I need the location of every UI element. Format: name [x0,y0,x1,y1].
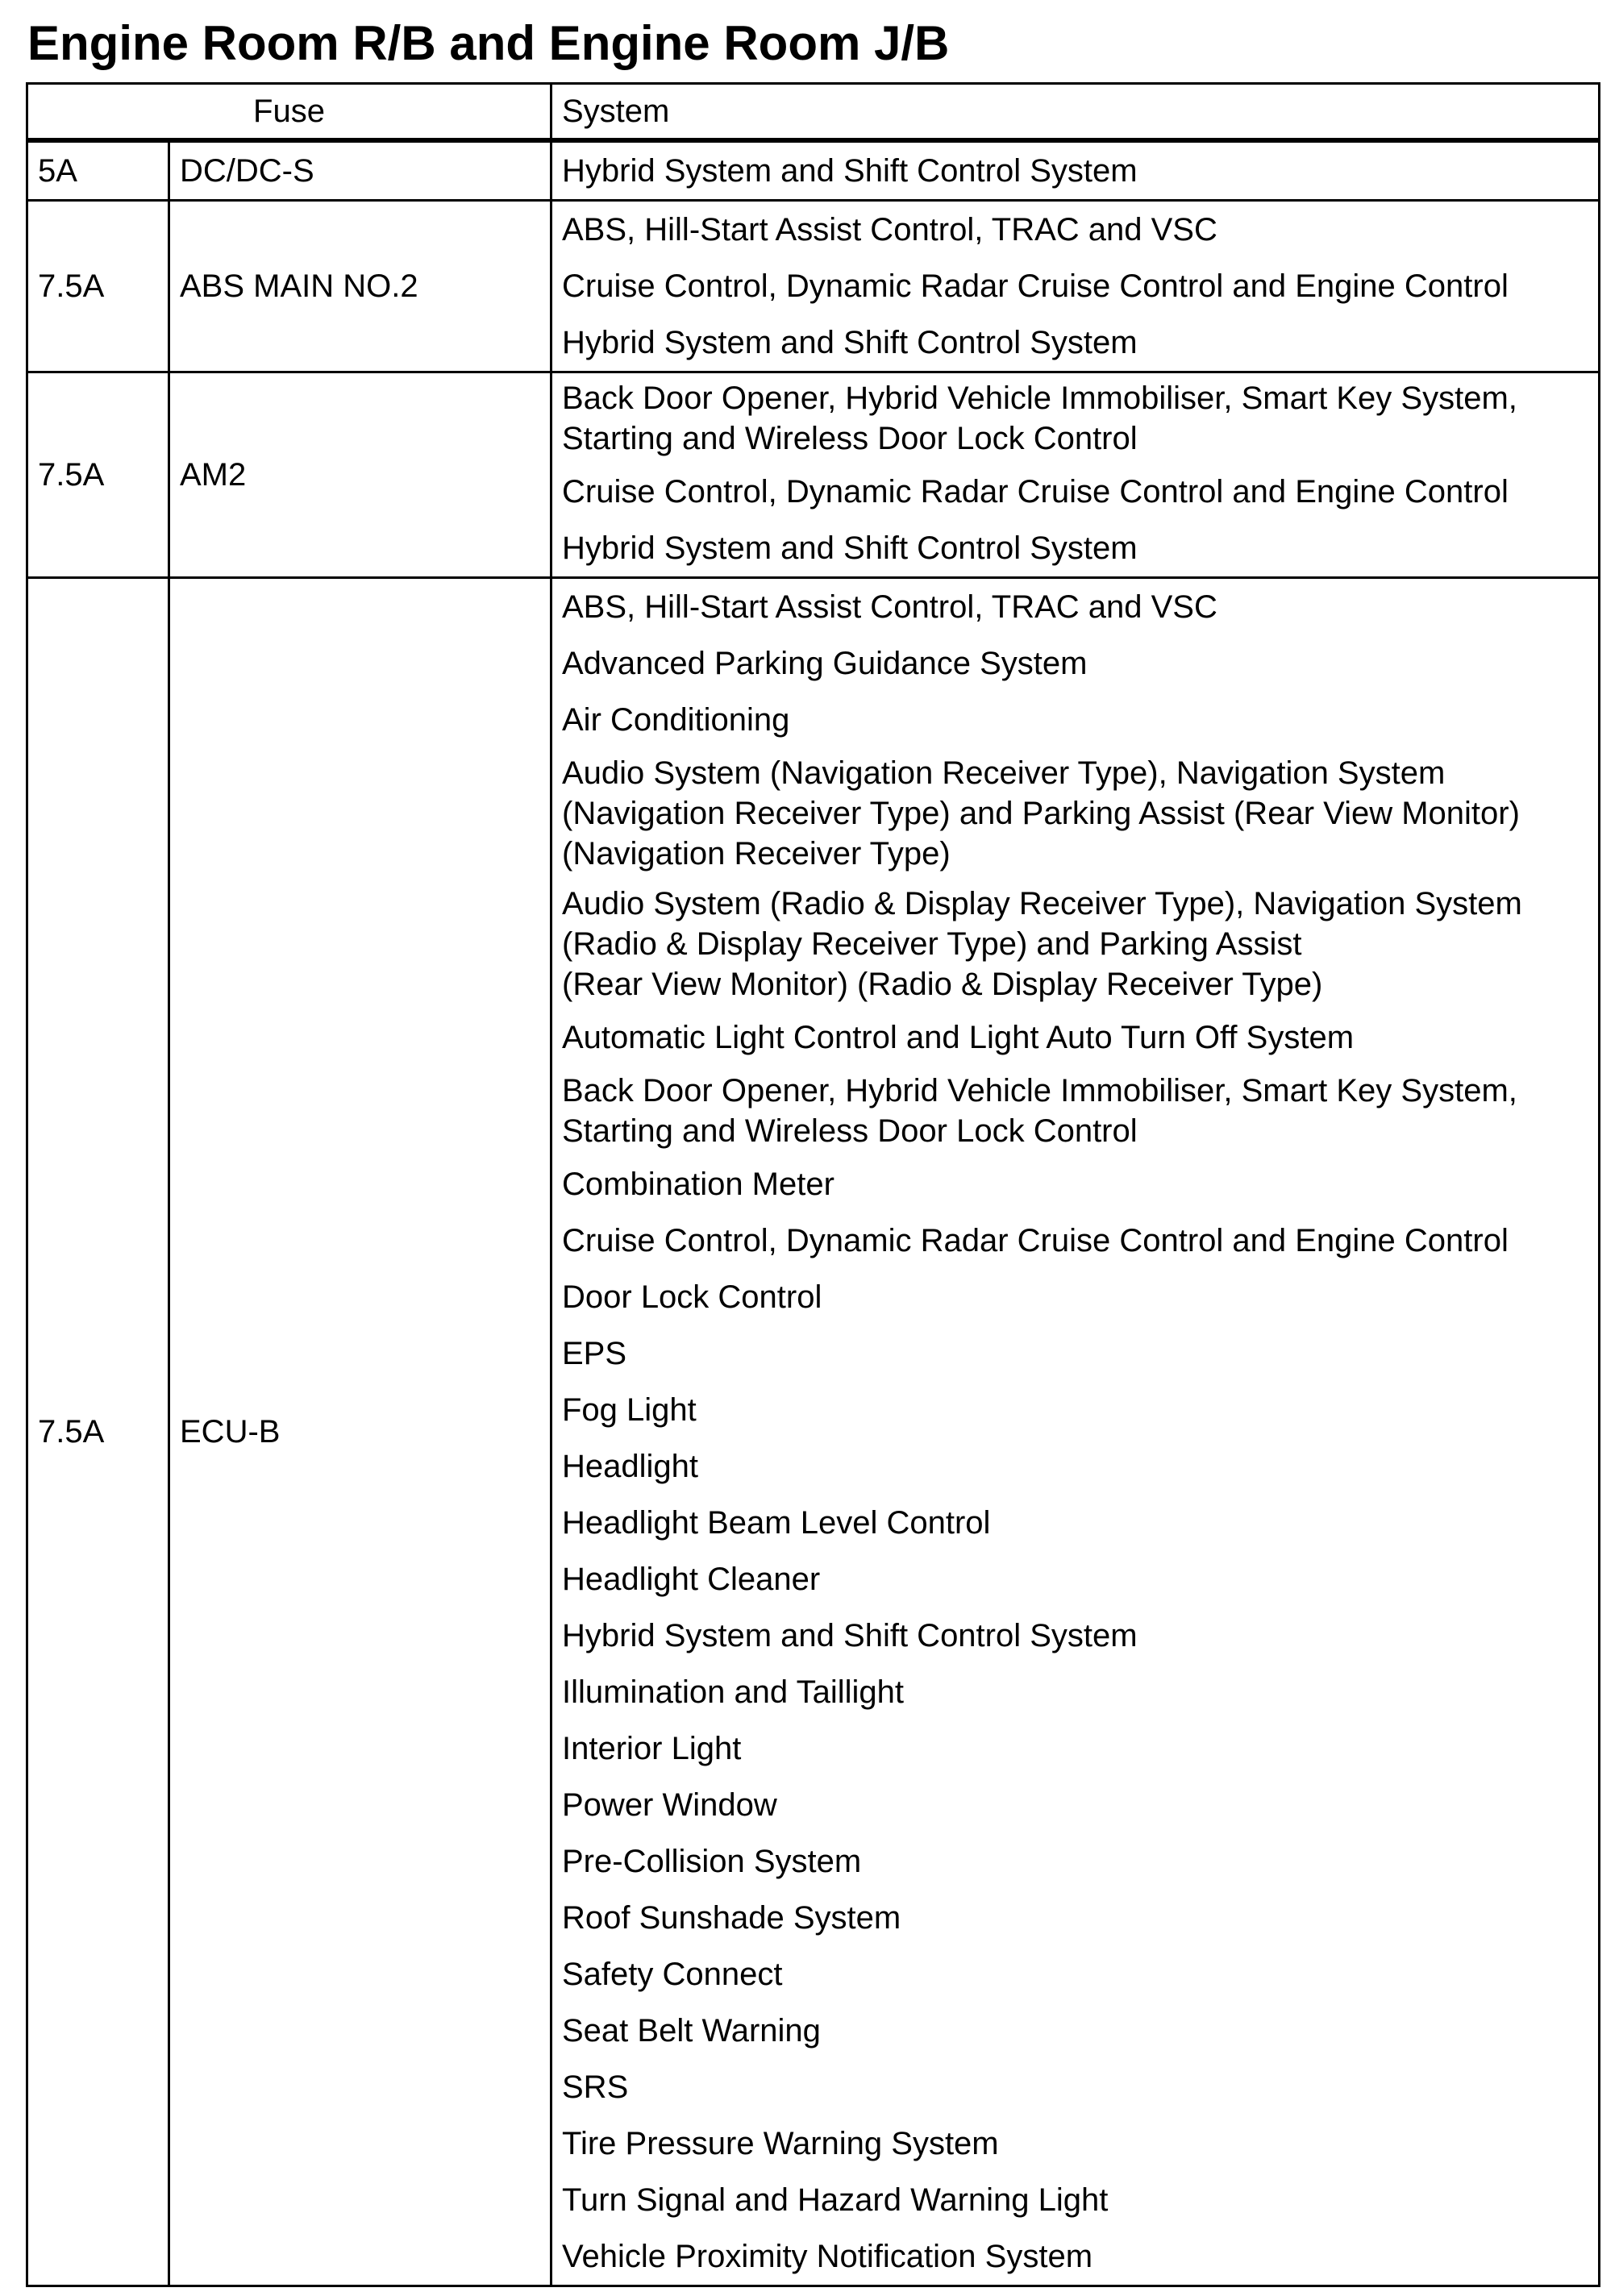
fuse-name-text: ABS MAIN NO.2 [180,268,418,304]
system-entry [552,1156,1598,1212]
system-entry-line: EPS [562,1335,627,1371]
system-entry [552,1777,1598,1833]
fuse-name-text: ECU-B [180,1413,281,1450]
table-row [27,372,1600,578]
system-entry-line: Power Window [562,1786,777,1823]
system-entry-line: ABS, Hill-Start Assist Control, TRAC and VSC [562,589,1217,625]
system-entry-line: Roof Sunshade System [562,1899,901,1936]
system-entry-line: Turn Signal and Hazard Warning Light [562,2182,1109,2218]
system-entry-line: Back Door Opener, Hybrid Vehicle Immobiliser, Smart Key System, [562,1073,1517,1108]
system-column-header: System [551,84,1600,141]
system-entry [552,464,1598,520]
table-header [27,84,1600,141]
fuse-amperage-text: 5A [38,152,77,189]
system-list-cell [551,578,1600,2286]
system-entry [552,2059,1598,2115]
system-entry [552,635,1598,692]
system-entry-text-block [562,1729,741,1769]
system-entry-line: (Rear View Monitor) (Radio & Display Receiver Type) [562,967,1323,1002]
system-entry-line: Hybrid System and Shift Control System [562,1617,1138,1653]
system-entry [552,143,1598,199]
system-entry-text-block [562,1504,990,1543]
system-entry-text-block [562,1334,626,1374]
system-entry-line: Automatic Light Control and Light Auto Turn Off System [562,1019,1355,1055]
header-row [27,84,1600,141]
fuse-column-header: Fuse [27,84,551,141]
system-entry-line: Hybrid System and Shift Control System [562,324,1138,360]
system-entry-text-block [562,2124,999,2164]
system-entry [552,1495,1598,1551]
system-entry-text-block [562,1165,834,1204]
fuse-name [169,372,551,578]
system-entry-line: Door Lock Control [562,1279,822,1315]
system-entry [552,1438,1598,1495]
system-entry-text-block [562,267,1509,306]
fuse-amperage [27,140,169,201]
system-entry-line: Fog Light [562,1391,697,1428]
system-list-cell [551,372,1600,578]
system-entry [552,2003,1598,2059]
system-entry-text-block [562,378,1517,459]
system-entry-text-block [562,210,1217,250]
system-entry-text-block [562,1447,698,1487]
fuse-amperage [27,372,169,578]
system-entry-line: Headlight Beam Level Control [562,1504,991,1541]
system-entry-text-block [562,1842,861,1882]
system-entry [552,1890,1598,1946]
system-entry-line: Audio System (Radio & Display Receiver Type), Navigation System [562,886,1522,921]
system-entry-text-block [562,2011,821,2051]
system-list-cell [551,140,1600,201]
system-entry-line: SRS [562,2069,629,2105]
system-entry-text-block [562,1391,697,1430]
fuse-amperage-text: 7.5A [38,1413,105,1450]
system-entry-line: Air Conditioning [562,701,790,738]
system-entry-line: (Navigation Receiver Type) [562,836,951,871]
system-entry-line: Illumination and Taillight [562,1674,904,1710]
system-entry [552,748,1598,879]
table-row [27,578,1600,2286]
system-entry [552,1551,1598,1608]
system-entry-text-block [562,152,1138,191]
system-entry [552,579,1598,635]
fuse-name [169,140,551,201]
system-entry-text-block [562,1278,822,1317]
system-entry-text-block [562,2237,1093,2277]
system-entry-line: Starting and Wireless Door Lock Control [562,421,1138,456]
page-title: Engine Room R/B and Engine Room J/B [27,16,950,70]
system-entry-text-block [562,1071,1517,1151]
fuse-name [169,201,551,372]
system-entry [552,1212,1598,1269]
system-entry-text-block [562,529,1138,568]
system-entry [552,1009,1598,1066]
system-entry [552,373,1598,464]
system-entry-text-block [562,2181,1108,2220]
system-entry [552,1608,1598,1664]
system-entry-line: (Radio & Display Receiver Type) and Parking Assist [562,926,1302,962]
system-entry [552,258,1598,314]
system-list-cell [551,201,1600,372]
system-entry-line: Headlight Cleaner [562,1561,821,1597]
system-entry-line: Hybrid System and Shift Control System [562,152,1138,189]
system-entry [552,2115,1598,2172]
system-entry-text-block [562,1221,1509,1261]
system-entry [552,2228,1598,2285]
system-entry [552,1269,1598,1325]
fuse-name-text: AM2 [180,456,247,493]
system-entry [552,314,1598,371]
table-row [27,201,1600,372]
fuse-amperage [27,201,169,372]
system-entry-line: Cruise Control, Dynamic Radar Cruise Control and Engine Control [562,268,1509,304]
system-entry [552,1664,1598,1720]
system-entry-line: Combination Meter [562,1166,834,1202]
system-entry-line: Pre-Collision System [562,1843,862,1879]
system-entry [552,879,1598,1009]
table-body [27,140,1600,2286]
system-entry-line: Interior Light [562,1730,742,1766]
system-entry [552,2172,1598,2228]
system-entry [552,520,1598,576]
system-entry [552,692,1598,748]
system-entry [552,1066,1598,1156]
system-entry-line: Back Door Opener, Hybrid Vehicle Immobiliser, Smart Key System, [562,381,1517,416]
system-entry-line: Cruise Control, Dynamic Radar Cruise Control and Engine Control [562,473,1509,510]
fuse-amperage [27,578,169,2286]
system-entry-text-block [562,644,1087,684]
system-entry-line: Headlight [562,1448,699,1484]
system-entry-text-block [562,1955,783,1994]
table-row [27,140,1600,201]
system-entry-line: Seat Belt Warning [562,2012,821,2049]
system-entry-text-block [562,1899,901,1938]
system-entry [552,1382,1598,1438]
system-entry-text-block [562,753,1520,874]
system-entry [552,1946,1598,2003]
system-entry-text-block [562,588,1217,627]
fuse-table [26,82,1600,2287]
system-entry-text-block [562,472,1509,512]
system-entry [552,202,1598,258]
system-entry-line: Starting and Wireless Door Lock Control [562,1113,1138,1149]
fuse-name-text: DC/DC-S [180,152,314,189]
system-entry-text-block [562,701,789,740]
system-entry-line: Safety Connect [562,1956,783,1992]
system-entry [552,1720,1598,1777]
system-entry-text-block [562,1673,904,1712]
system-entry-text-block [562,2068,628,2107]
system-entry [552,1833,1598,1890]
system-entry-line: (Navigation Receiver Type) and Parking Assist (Rear View Monitor) [562,796,1520,831]
fuse-name [169,578,551,2286]
system-entry-line: Hybrid System and Shift Control System [562,530,1138,566]
fuse-amperage-text: 7.5A [38,456,105,493]
system-entry-line: Vehicle Proximity Notification System [562,2238,1093,2274]
system-entry-line: Cruise Control, Dynamic Radar Cruise Control and Engine Control [562,1222,1509,1258]
fuse-amperage-text: 7.5A [38,268,105,304]
system-entry [552,1325,1598,1382]
system-entry-text-block [562,884,1522,1004]
system-entry-text-block [562,1616,1138,1656]
system-entry-text-block [562,1018,1354,1058]
system-entry-line: Tire Pressure Warning System [562,2125,999,2161]
system-entry-line: Audio System (Navigation Receiver Type), Navigation System [562,755,1446,791]
system-entry-text-block [562,1560,820,1599]
system-entry-text-block [562,1786,777,1825]
system-entry-text-block [562,323,1138,363]
system-entry-line: Advanced Parking Guidance System [562,645,1088,681]
system-entry-line: ABS, Hill-Start Assist Control, TRAC and VSC [562,211,1217,247]
